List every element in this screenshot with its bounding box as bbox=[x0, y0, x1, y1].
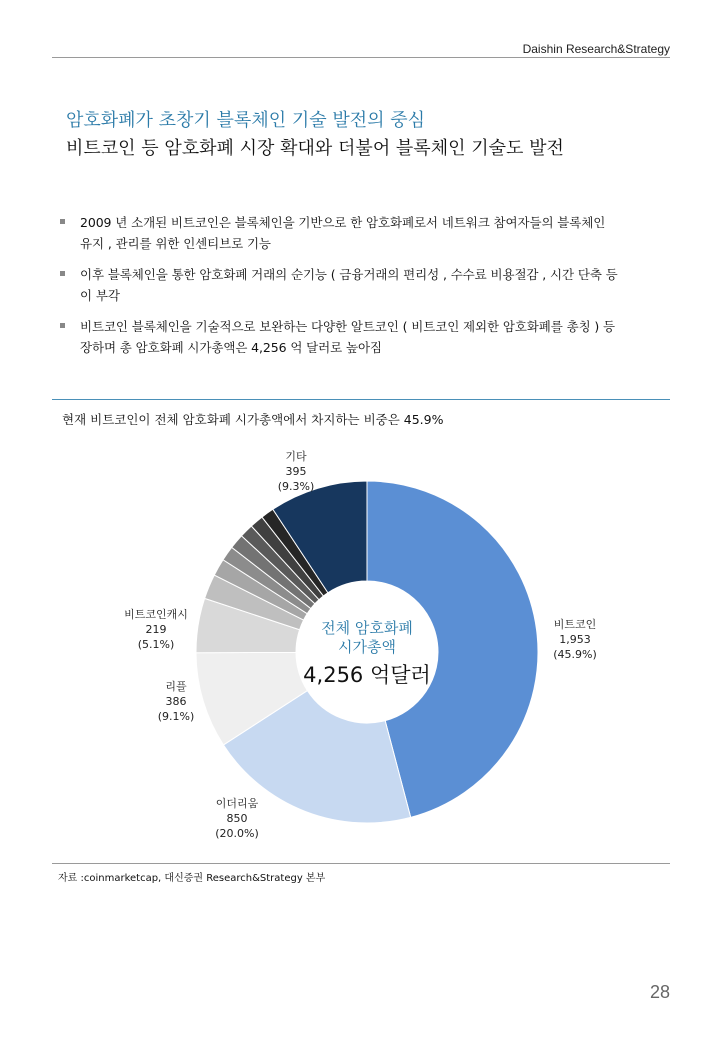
bullet-list bbox=[60, 212, 720, 368]
center-total-value: 4,256 억달러 bbox=[303, 663, 431, 687]
slice-label-value: 850 bbox=[226, 812, 248, 825]
bullet-line: 이후 블록체인을 통한 암호화폐 거래의 순기능 ( 금융거래의 편리성 , 수수료 비용절감 , 시간 단축 등 bbox=[80, 267, 618, 282]
slice-label-percent: (20.0%) bbox=[215, 827, 259, 840]
slice-label-value: 1,953 bbox=[559, 633, 591, 646]
center-label-line2: 시가총액 bbox=[338, 638, 396, 656]
bullet-line: 2009 년 소개된 비트코인은 블록체인을 기반으로 한 암호화폐로서 네트워크 참여자들의 블록체인 bbox=[80, 215, 606, 230]
slice-label-percent: (9.3%) bbox=[277, 480, 315, 493]
square-bullet-icon bbox=[60, 323, 65, 328]
bullet-item bbox=[60, 212, 720, 254]
square-bullet-icon bbox=[60, 271, 65, 276]
slice-label bbox=[553, 617, 597, 661]
page-subtitle: 비트코인 등 암호화폐 시장 확대와 더불어 블록체인 기술도 발전 bbox=[66, 138, 564, 159]
donut-chart bbox=[0, 440, 720, 860]
slice-label bbox=[158, 679, 195, 723]
slice-label-name: 비트코인 bbox=[553, 618, 597, 631]
bullet-item bbox=[60, 264, 720, 306]
slice-label-name: 기타 bbox=[285, 450, 307, 463]
slice-label bbox=[215, 796, 259, 840]
center-label-line1: 전체 암호화폐 bbox=[321, 619, 413, 637]
source-note: 자료 :coinmarketcap, 대신증권 Research&Strategy 본부 bbox=[58, 873, 326, 884]
chart-title: 현재 비트코인이 전체 암호화폐 시가총액에서 차지하는 비중은 45.9% bbox=[62, 412, 444, 427]
slice-label bbox=[124, 607, 188, 651]
slice-label bbox=[278, 449, 315, 493]
slice-label-name: 이더리움 bbox=[215, 797, 259, 810]
header-divider bbox=[52, 57, 670, 58]
bullet-line: 장하며 총 암호화폐 시가총액은 4,256 억 달러로 높아짐 bbox=[80, 340, 382, 355]
slice-label-value: 395 bbox=[285, 465, 307, 478]
slice-label-value: 386 bbox=[165, 695, 187, 708]
header-brand: Daishin Research&Strategy bbox=[522, 42, 670, 56]
chart-divider bbox=[52, 399, 670, 400]
page-title: 암호화폐가 초창기 블록체인 기술 발전의 중심 bbox=[66, 110, 425, 131]
bullet-line: 비트코인 블록체인을 기술적으로 보완하는 다양한 알트코인 ( 비트코인 제외한 암호화폐를 총칭 ) 등 bbox=[80, 319, 616, 334]
slice-label-percent: (5.1%) bbox=[137, 638, 175, 651]
bullet-line: 유지 , 관리를 위한 인센티브로 기능 bbox=[80, 236, 271, 251]
slice-label-name: 비트코인캐시 bbox=[124, 608, 188, 621]
slice-label-percent: (9.1%) bbox=[157, 710, 195, 723]
footer-divider bbox=[52, 863, 670, 864]
slice-label-name: 리플 bbox=[165, 680, 187, 693]
page-number: 28 bbox=[649, 982, 670, 1002]
bullet-item bbox=[60, 316, 720, 358]
slice-label-percent: (45.9%) bbox=[553, 648, 597, 661]
bullet-line: 이 부각 bbox=[80, 288, 120, 303]
slice-label-value: 219 bbox=[145, 623, 167, 636]
square-bullet-icon bbox=[60, 219, 65, 224]
